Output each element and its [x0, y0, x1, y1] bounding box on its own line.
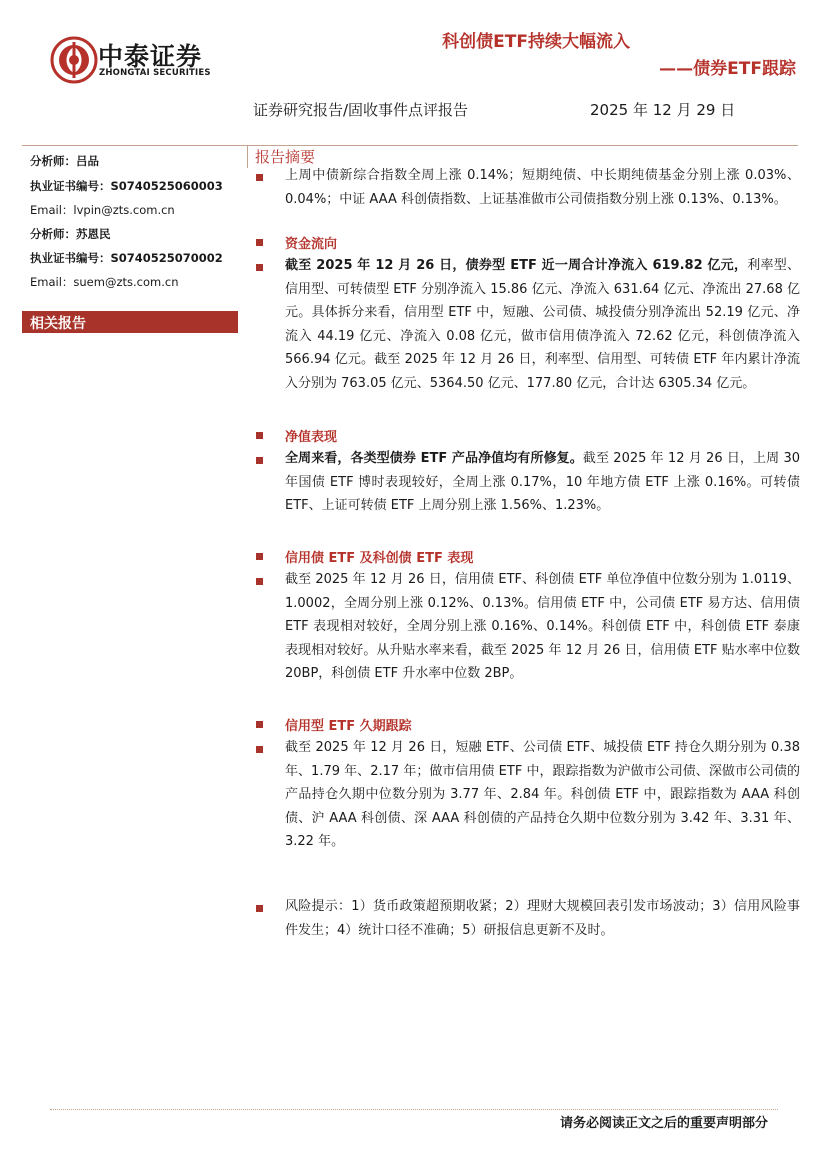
summary-paragraph: 上周中债新综合指数全周上涨 0.14%；短期纯债、中长期纯债基金分别上涨 0.03%、0.04%；中证 AAA 科创债指数、上证基准做市公司债指数分别上涨 0.13%、0.13%。	[285, 168, 800, 207]
footer-disclaimer: 请务必阅读正文之后的重要声明部分	[559, 1116, 768, 1131]
analyst-2-email-line	[30, 274, 178, 290]
bullet-icon	[256, 721, 263, 728]
nav-paragraph	[285, 447, 800, 518]
bullet-icon	[256, 239, 263, 246]
analyst-cert-label: 执业证书编号：	[30, 179, 111, 193]
fund-flow-text: 利率型、信用型、可转债型 ETF 分别净流入 15.86 亿元、净流入 631.64 亿元、净流出 27.68 亿元。具体拆分来看，信用型 ETF 中，短融、公司债、城投债分别净流出 52.19 亿元、净流入 44.19 亿元、净流入 0.08 亿元，做市信用债净流入 72.62 亿元，科创债净流入 566.94 亿元。截至 2025 年 12 月 26 日，利率型、信用型、可转债 ETF 年内累计净流入分别为 763.05 亿元、5364.50 亿元、177.80 亿元，合计达 6305.34 亿元。	[285, 258, 800, 391]
report-date: 2025 年 12 月 29 日	[590, 101, 736, 119]
company-name-en: ZHONGTAI SECURITIES	[99, 68, 211, 78]
nav-highlight: 全周来看，各类型债券 ETF 产品净值均有所修复。	[285, 451, 583, 466]
analyst-role-label: 分析师：	[30, 154, 76, 168]
analyst-email-link[interactable]: suem@zts.com.cn	[73, 275, 179, 289]
section-heading-fund-flow: 资金流向	[285, 237, 338, 252]
header-divider	[22, 145, 798, 146]
bullet-icon	[256, 457, 263, 464]
related-reports-heading: 相关报告	[30, 316, 86, 332]
credit-etf-paragraph: 截至 2025 年 12 月 26 日，信用债 ETF、科创债 ETF 单位净值中位数分别为 1.0119、1.0002，全周分别上涨 0.12%、0.13%。信用债 ETF 中，公司债 ETF 易方达、信用债 ETF 表现相对较好，全周分别上涨 0.16%、0.14%。科创债 ETF 中，科创债 ETF 泰康表现相对较好。从升贴水率来看，截至 2025 年 12 月 26 日，信用债 ETF 贴水率中位数 20BP，科创债 ETF 升水率中位数 2BP。	[285, 572, 800, 682]
bullet-icon	[256, 553, 263, 560]
analyst-role-label: 分析师：	[30, 227, 76, 241]
report-type: 证券研究报告/固收事件点评报告	[253, 101, 469, 119]
analyst-name: 苏恩民	[76, 227, 111, 241]
company-name-cn: 中泰证券	[98, 42, 203, 71]
footer-divider	[50, 1109, 778, 1110]
bullet-icon	[256, 578, 263, 585]
analyst-cert-label: 执业证书编号：	[30, 251, 111, 265]
report-subtitle: ——债券ETF跟踪	[659, 59, 796, 79]
analyst-cert: S0740525070002	[110, 251, 223, 265]
analyst-email-label: Email：	[30, 203, 74, 217]
fund-flow-paragraph	[285, 254, 800, 396]
abstract-title: 报告摘要	[255, 148, 316, 166]
bullet-icon	[256, 174, 263, 181]
duration-paragraph: 截至 2025 年 12 月 26 日，短融 ETF、公司债 ETF、城投债 ETF 持仓久期分别为 0.38 年、1.79 年、2.17 年；做市信用债 ETF 中，跟踪指数为沪做市公司债、深做市公司债的产品持仓久期中位数分别为 3.77 年、2.84 年。科创债 ETF 中，跟踪指数为 AAA 科创债、沪 AAA 科创债、深 AAA 科创债的产品持仓久期中位数分别为 3.42 年、3.31 年、3.22 年。	[285, 740, 800, 850]
fund-flow-highlight: 截至 2025 年 12 月 26 日，债券型 ETF 近一周合计净流入 619.82 亿元，	[285, 258, 748, 273]
analyst-email-label: Email：	[30, 275, 74, 289]
analyst-2-name-line	[30, 226, 111, 242]
analyst-cert: S0740525060003	[110, 179, 223, 193]
analyst-2-cert-line	[30, 250, 223, 266]
bullet-icon	[256, 264, 263, 271]
section-heading-credit-etf: 信用债 ETF 及科创债 ETF 表现	[285, 551, 474, 566]
analyst-1-email-line	[30, 202, 175, 218]
analyst-name: 吕品	[76, 154, 99, 168]
bullet-icon	[256, 432, 263, 439]
bullet-icon	[256, 746, 263, 753]
section-heading-nav: 净值表现	[285, 430, 338, 445]
section-heading-duration: 信用型 ETF 久期跟踪	[285, 719, 412, 734]
analyst-email-link[interactable]: lvpin@zts.com.cn	[73, 203, 175, 217]
bullet-icon	[256, 905, 263, 912]
analyst-1-name-line	[30, 153, 99, 169]
company-logo-icon	[50, 36, 98, 84]
risk-warning-paragraph: 风险提示：1）货币政策超预期收紧；2）理财大规模回表引发市场波动；3）信用风险事件发生；4）统计口径不准确；5）研报信息更新不及时。	[285, 899, 800, 938]
analyst-1-cert-line	[30, 178, 223, 194]
report-title: 科创债ETF持续大幅流入	[442, 32, 630, 52]
nav-text: 截至 2025 年 12 月 26 日，上周 30 年国债 ETF 博时表现较好，全周上涨 0.17%，10 年地方债 ETF 上涨 0.16%。可转债 ETF、上证可转债 ETF 上周分别上涨 1.56%、1.23%。	[285, 451, 801, 514]
